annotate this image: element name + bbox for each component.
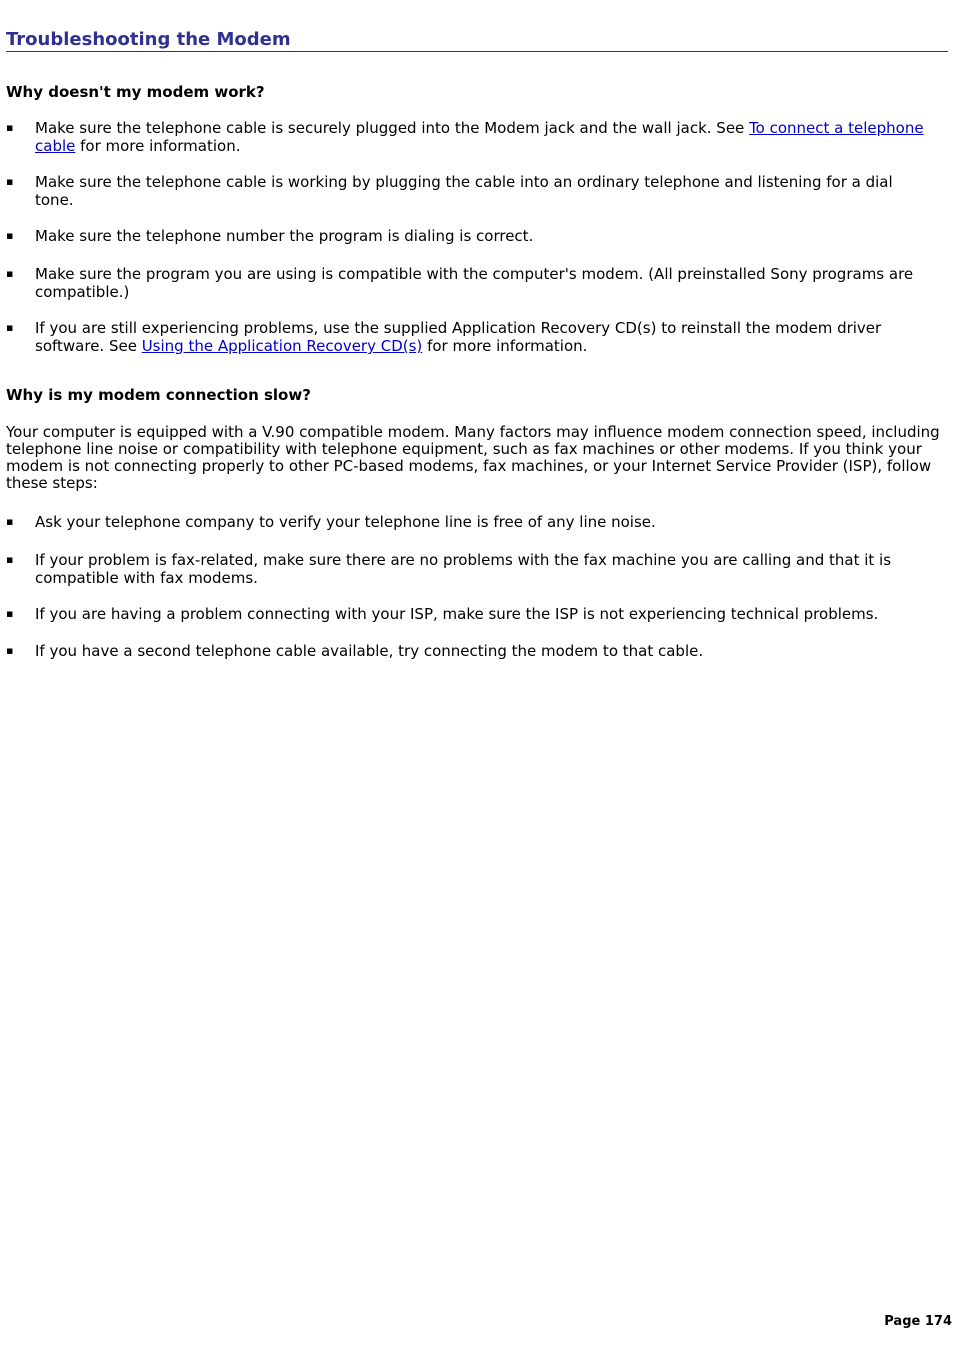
bullet-icon: ▪ xyxy=(6,607,14,620)
bullet-icon: ▪ xyxy=(6,267,14,280)
list-item-text: Make sure the telephone cable is working by plugging the cable into an ordinary telephone and listening for a dial tone. xyxy=(35,173,893,209)
list-item-text: Make sure the telephone number the program is dialing is correct. xyxy=(35,227,534,245)
page-number: Page 174 xyxy=(884,1314,952,1329)
bullet-icon: ▪ xyxy=(6,644,14,657)
link-application-recovery-cd[interactable]: Using the Application Recovery CD(s) xyxy=(141,337,423,355)
list-item xyxy=(6,173,936,209)
bullet-icon: ▪ xyxy=(6,515,14,528)
bullet-icon: ▪ xyxy=(6,229,14,242)
bullet-icon: ▪ xyxy=(6,175,14,188)
section-heading-modem-not-working: Why doesn't my modem work? xyxy=(6,83,265,101)
bullet-icon: ▪ xyxy=(6,121,14,134)
page-title: Troubleshooting the Modem xyxy=(6,29,948,52)
list-item xyxy=(6,119,936,155)
list-item xyxy=(6,642,936,660)
list-item-text: If you have a second telephone cable available, try connecting the modem to that cable. xyxy=(35,642,704,660)
list-item xyxy=(6,265,936,301)
list-item-text: If you are still experiencing problems, use the supplied Application Recovery CD(s) to reinstall the modem driver software. See Using the Application Recovery CD(s) for more information. xyxy=(35,319,882,355)
list-item xyxy=(6,513,936,531)
list-item xyxy=(6,605,936,623)
list-item-text: Make sure the telephone cable is securely plugged into the Modem jack and the wall jack. See To connect a telephone cable for more information. xyxy=(35,119,924,155)
list-item xyxy=(6,319,936,355)
bullet-icon: ▪ xyxy=(6,321,14,334)
bullet-icon: ▪ xyxy=(6,553,14,566)
link-connect-telephone-cable[interactable]: To connect a telephone cable xyxy=(35,119,924,155)
list-item-text: Make sure the program you are using is compatible with the computer's modem. (All preinstalled Sony programs are compatible.) xyxy=(35,265,914,301)
list-item xyxy=(6,551,936,587)
intro-paragraph: Your computer is equipped with a V.90 compatible modem. Many factors may influence modem connection speed, including telephone line noise or compatibility with telephone equipment, such as fax machines or other modems. If you think your modem is not connecting properly to other PC-based modems, fax machines, or your Internet Service Provider (ISP), follow these steps: xyxy=(6,423,940,492)
list-item-text: Ask your telephone company to verify your telephone line is free of any line noise. xyxy=(35,513,656,531)
list-item xyxy=(6,227,936,245)
list-item-text: If your problem is fax-related, make sure there are no problems with the fax machine you are calling and that it is compatible with fax modems. xyxy=(35,551,892,587)
section-heading-modem-slow: Why is my modem connection slow? xyxy=(6,386,311,404)
list-item-text: If you are having a problem connecting with your ISP, make sure the ISP is not experiencing technical problems. xyxy=(35,605,879,623)
